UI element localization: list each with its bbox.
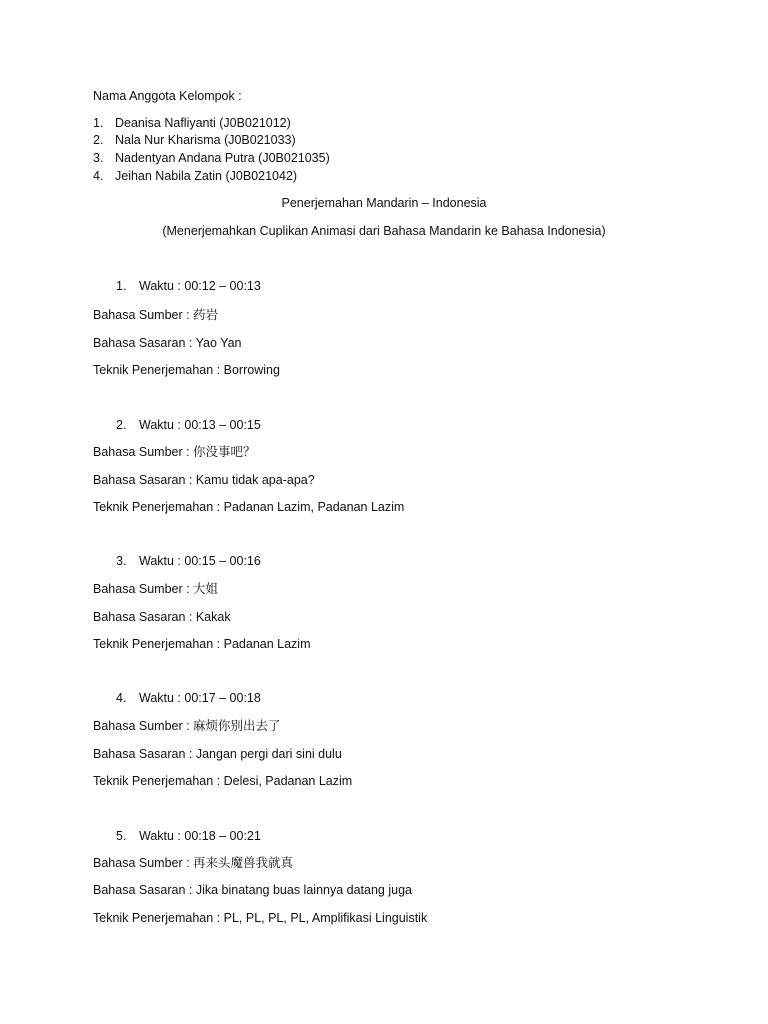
member-item bbox=[93, 132, 296, 148]
entry-time bbox=[116, 278, 261, 294]
member-item bbox=[93, 168, 297, 184]
member-text: Nadentyan Andana Putra (J0B021035) bbox=[115, 151, 330, 165]
entry-target: Bahasa Sasaran : Kamu tidak apa-apa? bbox=[93, 473, 315, 487]
entry-time-text: Waktu : 00:17 – 00:18 bbox=[139, 691, 261, 705]
group-members-heading: Nama Anggota Kelompok : bbox=[93, 89, 242, 103]
entry-source: Bahasa Sumber : 再来头魔兽我就真 bbox=[93, 856, 294, 870]
member-number: 4. bbox=[93, 169, 104, 183]
entry-target: Bahasa Sasaran : Jika binatang buas lainnya datang juga bbox=[93, 883, 412, 897]
member-text: Nala Nur Kharisma (J0B021033) bbox=[115, 133, 296, 147]
entry-technique: Teknik Penerjemahan : Borrowing bbox=[93, 363, 280, 377]
entry-target: Bahasa Sasaran : Yao Yan bbox=[93, 336, 242, 350]
member-number: 2. bbox=[93, 133, 104, 147]
entry-target: Bahasa Sasaran : Kakak bbox=[93, 610, 231, 624]
entry-time-text: Waktu : 00:15 – 00:16 bbox=[139, 554, 261, 568]
document-title: Penerjemahan Mandarin – Indonesia bbox=[281, 196, 487, 210]
entry-technique: Teknik Penerjemahan : PL, PL, PL, PL, Amplifikasi Linguistik bbox=[93, 911, 428, 925]
entry-number: 1. bbox=[116, 279, 127, 293]
entry-source: Bahasa Sumber : 药岩 bbox=[93, 308, 219, 322]
member-item bbox=[93, 115, 291, 131]
entry-time bbox=[116, 690, 261, 706]
entry-target: Bahasa Sasaran : Jangan pergi dari sini dulu bbox=[93, 747, 342, 761]
member-number: 1. bbox=[93, 116, 104, 130]
entry-technique: Teknik Penerjemahan : Delesi, Padanan Lazim bbox=[93, 774, 353, 788]
entry-time bbox=[116, 828, 261, 844]
entry-time bbox=[116, 417, 261, 433]
entry-time-text: Waktu : 00:13 – 00:15 bbox=[139, 418, 261, 432]
entry-time-text: Waktu : 00:12 – 00:13 bbox=[139, 279, 261, 293]
member-text: Deanisa Nafliyanti (J0B021012) bbox=[115, 116, 291, 130]
entry-number: 5. bbox=[116, 829, 127, 843]
document-subtitle: (Menerjemahkan Cuplikan Animasi dari Bahasa Mandarin ke Bahasa Indonesia) bbox=[162, 224, 606, 238]
entry-number: 2. bbox=[116, 418, 127, 432]
entry-number: 3. bbox=[116, 554, 127, 568]
entry-time bbox=[116, 553, 261, 569]
entry-technique: Teknik Penerjemahan : Padanan Lazim bbox=[93, 637, 311, 651]
member-text: Jeihan Nabila Zatin (J0B021042) bbox=[115, 169, 298, 183]
member-number: 3. bbox=[93, 151, 104, 165]
entry-source: Bahasa Sumber : 你没事吧？ bbox=[93, 445, 256, 459]
entry-time-text: Waktu : 00:18 – 00:21 bbox=[139, 829, 261, 843]
entry-source: Bahasa Sumber : 大姐 bbox=[93, 582, 219, 596]
entry-number: 4. bbox=[116, 691, 127, 705]
member-item bbox=[93, 150, 330, 166]
entry-source: Bahasa Sumber : 麻烦你别出去了 bbox=[93, 719, 281, 733]
entry-technique: Teknik Penerjemahan : Padanan Lazim, Padanan Lazim bbox=[93, 500, 405, 514]
